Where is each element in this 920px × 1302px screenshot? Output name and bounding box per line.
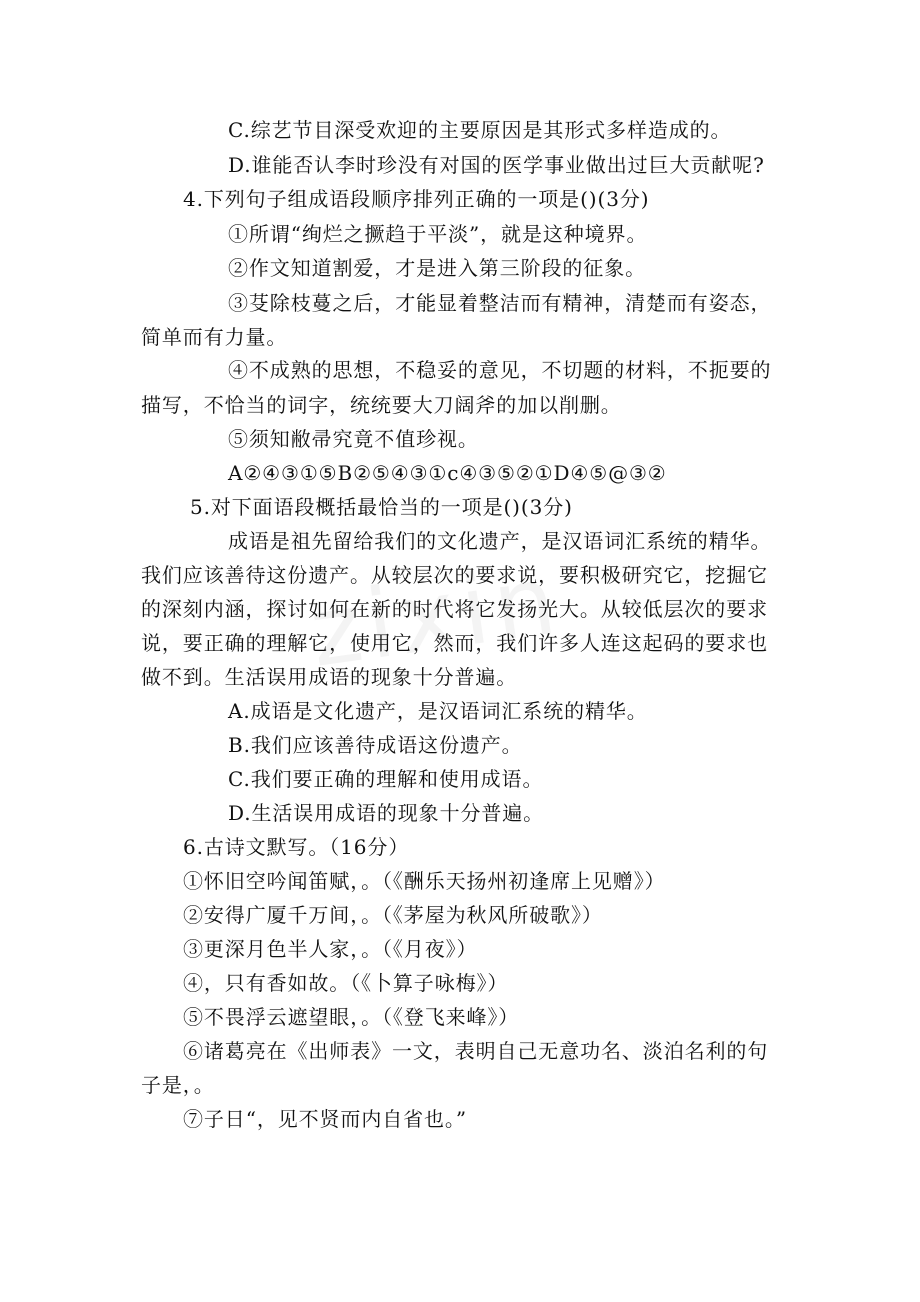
- sentence-3: ③芟除枝蔓之后，才能显着整洁而有精神，清楚而有姿态，: [228, 291, 772, 315]
- sentence-2: ②作文知道割爱，才是进入第三阶段的征象。: [228, 256, 646, 280]
- poem-item-1: ①怀旧空吟闻笛赋，。（《酬乐天扬州初逢席上见赠》）: [183, 869, 666, 893]
- sentence-3-cont: 简单而有力量。: [141, 325, 288, 349]
- question-6-title: 6.古诗文默写。（16分）: [183, 835, 410, 859]
- poem-item-2: ②安得广厦千万间，。（《茅屋为秋风所破歌》）: [183, 903, 603, 927]
- sentence-5: ⑤须知敝帚究竟不值珍视。: [228, 427, 479, 451]
- option-c-line: C.综艺节目深受欢迎的主要原因是其形式多样造成的。: [228, 118, 732, 142]
- answer-options-4: A②④③①⑤B②⑤④③①c④③⑤②①D④⑤@③②: [228, 461, 667, 485]
- poem-item-5: ⑤不畏浮云遮望眼，。（《登飞来峰》）: [183, 1005, 520, 1029]
- poem-item-4: ④，只有香如故。（《卜算子咏梅》）: [183, 971, 509, 995]
- question-5-title: 5.对下面语段概括最恰当的一项是()(3分): [190, 495, 573, 519]
- passage-line-3: 的深刻内涵，探讨如何在新的时代将它发扬光大。从较低层次的要求: [141, 597, 768, 621]
- poem-item-6-cont: 子是，。: [141, 1073, 215, 1097]
- option-d-line: D.谁能否认李时珍没有对国的医学事业做出过巨大贡献呢?: [228, 153, 765, 177]
- sentence-4-cont: 描写，不恰当的词字，统统要大刀阔斧的加以削删。: [141, 393, 622, 417]
- option-a-5: A.成语是文化遗产，是汉语词汇系统的精华。: [228, 699, 648, 723]
- poem-item-3: ③更深月色半人家，。（《月夜》）: [183, 937, 478, 961]
- option-d-5: D.生活误用成语的现象十分普遍。: [228, 801, 545, 825]
- passage-line-5: 做不到。生活误用成语的现象十分普遍。: [141, 665, 518, 689]
- passage-line-1: 成语是祖先留给我们的文化遗产，是汉语词汇系统的精华。: [228, 529, 772, 553]
- poem-item-6: ⑥诸葛亮在《出师表》一文，表明自己无意功名、淡泊名利的句: [183, 1039, 769, 1063]
- passage-line-4: 说，要正确的理解它，使用它，然而，我们许多人连这起码的要求也: [141, 631, 768, 655]
- poem-item-7: ⑦子日“，见不贤而内自省也。”: [183, 1107, 467, 1131]
- question-4-title: 4.下列句子组成语段顺序排列正确的一项是()(3分): [183, 187, 650, 211]
- sentence-1: ①所谓“绚烂之撅趋于平淡”，就是这种境界。: [228, 222, 648, 246]
- passage-line-2: 我们应该善待这份遗产。从较层次的要求说，要积极研究它，挖掘它: [141, 563, 768, 587]
- option-c-5: C.我们要正确的理解和使用成语。: [228, 767, 544, 791]
- sentence-4: ④不成熟的思想，不稳妥的意见，不切题的材料，不扼要的: [228, 358, 772, 382]
- option-b-5: B.我们应该善待成语这份遗产。: [228, 733, 523, 757]
